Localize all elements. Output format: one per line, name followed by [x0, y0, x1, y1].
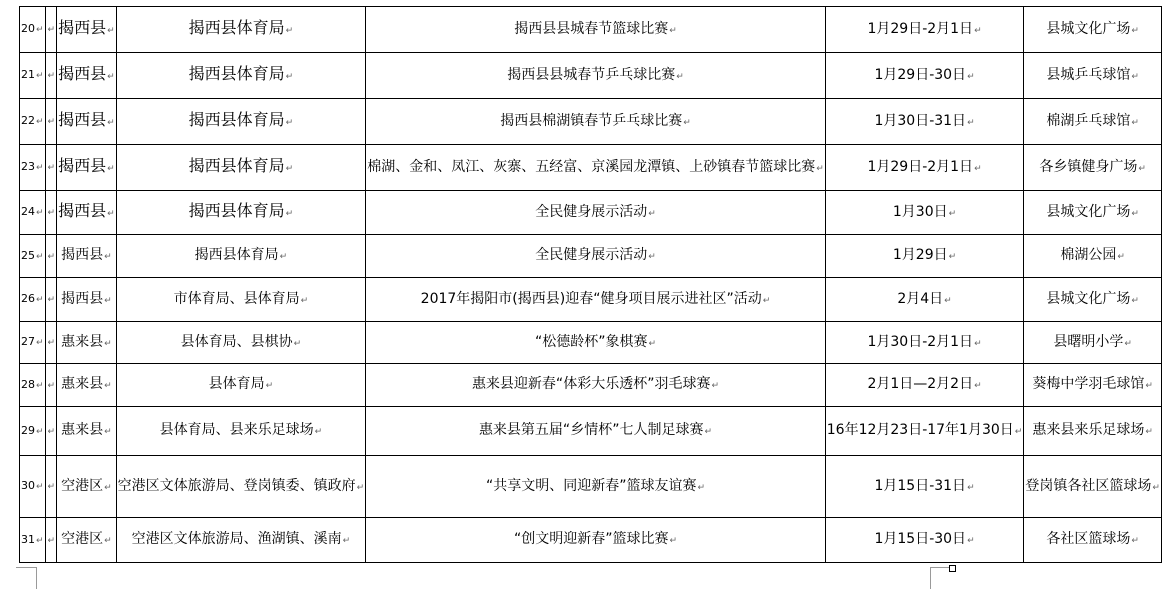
event-cell	[366, 322, 826, 364]
paragraph-mark-icon: ↵	[47, 535, 56, 546]
row-number-cell-text: 26	[21, 292, 35, 305]
venue-cell-text: 惠来县来乐足球场	[1032, 422, 1145, 438]
paragraph-mark-icon: ↵	[285, 209, 294, 219]
row-number-cell-text: 23	[21, 160, 35, 173]
table-resize-handle[interactable]	[949, 565, 956, 572]
paragraph-mark-icon: ↵	[107, 26, 115, 36]
paragraph-mark-icon: ↵	[107, 118, 115, 128]
table-row	[20, 456, 1162, 518]
date-cell	[825, 191, 1024, 235]
paragraph-mark-icon: ↵	[974, 163, 982, 174]
organizer-cell	[116, 278, 366, 322]
venue-cell	[1024, 278, 1162, 322]
paragraph-mark-icon: ↵	[697, 482, 705, 493]
table-row	[20, 407, 1162, 456]
row-number-cell	[20, 145, 46, 191]
table-row	[20, 235, 1162, 278]
blank-cell	[45, 407, 57, 456]
county-cell	[57, 322, 117, 364]
paragraph-mark-icon: ↵	[1145, 381, 1153, 391]
event-cell	[366, 99, 826, 145]
date-cell	[825, 235, 1024, 278]
page-corner-mark	[930, 567, 931, 589]
paragraph-mark-icon: ↵	[342, 536, 351, 546]
venue-cell-text: 县城文化广场	[1046, 290, 1131, 307]
organizer-cell	[116, 145, 366, 191]
paragraph-mark-icon: ↵	[36, 482, 44, 492]
venue-cell-text: 葵梅中学羽毛球馆	[1032, 376, 1145, 392]
venue-cell-text: 各乡镇健身广场	[1039, 158, 1138, 175]
row-number-cell	[20, 7, 46, 53]
event-cell-text: 揭西县县城春节篮球比赛	[514, 20, 669, 37]
row-number-cell	[20, 53, 46, 99]
blank-cell	[45, 456, 57, 518]
paragraph-mark-icon: ↵	[676, 71, 684, 82]
event-cell	[366, 145, 826, 191]
paragraph-mark-icon: ↵	[104, 536, 112, 546]
paragraph-mark-icon: ↵	[104, 482, 112, 493]
paragraph-mark-icon: ↵	[948, 208, 957, 219]
paragraph-mark-icon: ↵	[1124, 338, 1132, 349]
page-corner-mark	[16, 567, 36, 568]
venue-cell	[1024, 407, 1162, 456]
paragraph-mark-icon: ↵	[1014, 427, 1023, 437]
event-cell	[366, 456, 826, 518]
paragraph-mark-icon: ↵	[285, 118, 294, 128]
row-number-cell	[20, 278, 46, 322]
paragraph-mark-icon: ↵	[285, 72, 294, 82]
paragraph-mark-icon: ↵	[47, 25, 56, 35]
paragraph-mark-icon: ↵	[1131, 117, 1139, 128]
paragraph-mark-icon: ↵	[36, 25, 44, 35]
page-corner-mark	[931, 567, 951, 568]
date-cell-text: 1月15日-31日	[874, 477, 967, 494]
paragraph-mark-icon: ↵	[107, 209, 115, 219]
row-number-cell-text: 27	[21, 335, 35, 348]
paragraph-mark-icon: ↵	[1131, 71, 1139, 82]
row-number-cell	[20, 99, 46, 145]
paragraph-mark-icon: ↵	[683, 117, 691, 128]
event-cell-text: 全民健身展示活动	[535, 203, 648, 220]
county-cell-text: 空港区	[61, 477, 104, 494]
paragraph-mark-icon: ↵	[47, 117, 56, 127]
date-cell-text: 2月1日—2月2日	[867, 376, 974, 392]
schedule-table-body	[20, 7, 1162, 563]
county-cell	[57, 407, 117, 456]
paragraph-mark-icon: ↵	[762, 295, 771, 306]
event-cell	[366, 364, 826, 407]
venue-cell	[1024, 322, 1162, 364]
organizer-cell-text: 揭西县体育局	[188, 18, 285, 37]
page-corner-mark	[36, 567, 37, 589]
paragraph-mark-icon: ↵	[36, 338, 44, 348]
table-row	[20, 145, 1162, 191]
event-cell-text: 惠来县迎新春“体彩大乐透杯”羽毛球赛	[471, 376, 711, 392]
paragraph-mark-icon: ↵	[948, 252, 957, 262]
county-cell-text: 揭西县	[58, 64, 107, 83]
organizer-cell-text: 揭西县体育局	[194, 247, 279, 263]
county-cell	[57, 99, 117, 145]
event-cell	[366, 278, 826, 322]
paragraph-mark-icon: ↵	[816, 163, 824, 174]
table-row	[20, 99, 1162, 145]
paragraph-mark-icon: ↵	[648, 252, 656, 262]
paragraph-mark-icon: ↵	[285, 26, 294, 36]
organizer-cell	[116, 99, 366, 145]
event-cell-text: 惠来县第五届“乡情杯”七人制足球赛	[478, 422, 704, 438]
county-cell-text: 揭西县	[58, 110, 107, 129]
county-cell-text: 揭西县	[61, 290, 104, 307]
paragraph-mark-icon: ↵	[967, 117, 975, 128]
paragraph-mark-icon: ↵	[36, 117, 44, 127]
organizer-cell-text: 县体育局、县棋协	[180, 333, 293, 350]
event-cell	[366, 53, 826, 99]
row-number-cell	[20, 191, 46, 235]
paragraph-mark-icon: ↵	[293, 338, 302, 349]
row-number-cell	[20, 456, 46, 518]
date-cell	[825, 99, 1024, 145]
county-cell-text: 惠来县	[61, 422, 104, 438]
date-cell	[825, 518, 1024, 563]
date-cell	[825, 456, 1024, 518]
paragraph-mark-icon: ↵	[967, 482, 975, 493]
paragraph-mark-icon: ↵	[944, 295, 952, 306]
blank-cell	[45, 364, 57, 407]
paragraph-mark-icon: ↵	[265, 381, 274, 391]
row-number-cell	[20, 364, 46, 407]
date-cell	[825, 407, 1024, 456]
paragraph-mark-icon: ↵	[47, 251, 56, 262]
date-cell	[825, 322, 1024, 364]
table-row	[20, 7, 1162, 53]
county-cell-text: 揭西县	[58, 201, 107, 220]
event-cell	[366, 407, 826, 456]
event-cell	[366, 7, 826, 53]
event-cell	[366, 191, 826, 235]
date-cell-text: 2月4日	[897, 290, 944, 307]
date-cell-text: 1月30日-2月1日	[867, 333, 974, 350]
paragraph-mark-icon: ↵	[47, 338, 56, 348]
event-cell-text: 揭西县棉湖镇春节乒乓球比赛	[500, 112, 683, 129]
date-cell-text: 1月29日-2月1日	[867, 158, 974, 175]
row-number-cell-text: 22	[21, 114, 35, 127]
venue-cell-text: 县城文化广场	[1046, 203, 1131, 220]
row-number-cell-text: 21	[21, 68, 35, 81]
event-cell-text: “松德龄杯”象棋赛	[534, 333, 648, 350]
table-row	[20, 53, 1162, 99]
county-cell	[57, 191, 117, 235]
county-cell-text: 惠来县	[61, 333, 104, 350]
blank-cell	[45, 322, 57, 364]
paragraph-mark-icon: ↵	[1131, 208, 1139, 219]
organizer-cell-text: 揭西县体育局	[188, 201, 285, 220]
county-cell-text: 空港区	[61, 531, 104, 547]
event-cell-text: 棉湖、金和、凤江、灰寨、五经富、京溪园龙潭镇、上砂镇春节篮球比赛	[367, 158, 816, 175]
row-number-cell-text: 20	[21, 22, 35, 35]
county-cell	[57, 364, 117, 407]
paragraph-mark-icon: ↵	[36, 535, 44, 546]
organizer-cell	[116, 456, 366, 518]
county-cell	[57, 53, 117, 99]
paragraph-mark-icon: ↵	[47, 426, 56, 437]
table-row	[20, 364, 1162, 407]
date-cell-text: 1月30日-31日	[874, 112, 967, 129]
row-number-cell-text: 29	[21, 423, 35, 437]
table-row	[20, 518, 1162, 563]
paragraph-mark-icon: ↵	[648, 208, 656, 219]
venue-cell-text: 棉湖乒乓球馆	[1046, 112, 1131, 129]
county-cell	[57, 518, 117, 563]
organizer-cell-text: 揭西县体育局	[188, 156, 285, 175]
paragraph-mark-icon: ↵	[36, 251, 44, 262]
county-cell	[57, 7, 117, 53]
county-cell-text: 揭西县	[58, 18, 107, 37]
organizer-cell	[116, 322, 366, 364]
venue-cell	[1024, 53, 1162, 99]
paragraph-mark-icon: ↵	[104, 295, 112, 306]
organizer-cell	[116, 364, 366, 407]
paragraph-mark-icon: ↵	[314, 427, 323, 437]
venue-cell-text: 县城乒乓球馆	[1046, 66, 1131, 83]
row-number-cell-text: 25	[21, 248, 35, 262]
row-number-cell-text: 30	[21, 479, 35, 492]
date-cell-text: 1月15日-30日	[874, 531, 967, 547]
paragraph-mark-icon: ↵	[300, 295, 309, 306]
paragraph-mark-icon: ↵	[107, 164, 115, 174]
event-cell-text: 2017年揭阳市(揭西县)迎春“健身项目展示进社区”活动	[420, 290, 762, 307]
organizer-cell-text: 空港区文体旅游局、登岗镇委、镇政府	[117, 477, 356, 494]
county-cell-text: 揭西县	[61, 247, 104, 263]
venue-cell-text: 县城文化广场	[1046, 20, 1131, 37]
paragraph-mark-icon: ↵	[1117, 252, 1125, 262]
organizer-cell	[116, 191, 366, 235]
organizer-cell-text: 县体育局	[208, 376, 265, 392]
paragraph-mark-icon: ↵	[1131, 295, 1139, 306]
venue-cell-text: 棉湖公园	[1060, 247, 1117, 263]
blank-cell	[45, 518, 57, 563]
paragraph-mark-icon: ↵	[104, 252, 112, 262]
organizer-cell	[116, 518, 366, 563]
paragraph-mark-icon: ↵	[1145, 427, 1153, 437]
paragraph-mark-icon: ↵	[36, 208, 44, 218]
organizer-cell	[116, 407, 366, 456]
paragraph-mark-icon: ↵	[47, 482, 56, 492]
date-cell	[825, 53, 1024, 99]
blank-cell	[45, 99, 57, 145]
county-cell	[57, 145, 117, 191]
paragraph-mark-icon: ↵	[1131, 25, 1139, 36]
paragraph-mark-icon: ↵	[36, 71, 44, 81]
paragraph-mark-icon: ↵	[967, 536, 975, 546]
paragraph-mark-icon: ↵	[36, 295, 44, 305]
row-number-cell	[20, 407, 46, 456]
blank-cell	[45, 53, 57, 99]
paragraph-mark-icon: ↵	[669, 536, 677, 546]
row-number-cell	[20, 235, 46, 278]
date-cell-text: 1月29日-30日	[874, 66, 967, 83]
event-cell-text: 全民健身展示活动	[535, 247, 648, 263]
date-cell	[825, 145, 1024, 191]
venue-cell	[1024, 145, 1162, 191]
county-cell	[57, 235, 117, 278]
paragraph-mark-icon: ↵	[1138, 163, 1146, 174]
table-row	[20, 278, 1162, 322]
organizer-cell-text: 揭西县体育局	[188, 64, 285, 83]
paragraph-mark-icon: ↵	[36, 163, 44, 173]
row-number-cell-text: 28	[21, 377, 35, 391]
date-cell	[825, 364, 1024, 407]
venue-cell	[1024, 518, 1162, 563]
venue-cell	[1024, 235, 1162, 278]
blank-cell	[45, 145, 57, 191]
paragraph-mark-icon: ↵	[285, 164, 294, 174]
paragraph-mark-icon: ↵	[648, 338, 656, 349]
organizer-cell	[116, 53, 366, 99]
paragraph-mark-icon: ↵	[974, 338, 982, 349]
paragraph-mark-icon: ↵	[47, 208, 56, 218]
venue-cell	[1024, 456, 1162, 518]
paragraph-mark-icon: ↵	[974, 25, 982, 36]
row-number-cell-text: 24	[21, 205, 35, 218]
organizer-cell-text: 市体育局、县体育局	[173, 290, 300, 307]
paragraph-mark-icon: ↵	[279, 252, 288, 262]
date-cell-text: 1月30日	[892, 203, 948, 220]
date-cell	[825, 278, 1024, 322]
date-cell-text: 1月29日-2月1日	[867, 20, 974, 37]
paragraph-mark-icon: ↵	[104, 427, 112, 437]
paragraph-mark-icon: ↵	[356, 482, 365, 493]
paragraph-mark-icon: ↵	[36, 380, 44, 391]
paragraph-mark-icon: ↵	[107, 72, 115, 82]
venue-cell-text: 登岗镇各社区篮球场	[1025, 477, 1152, 494]
paragraph-mark-icon: ↵	[669, 25, 677, 36]
paragraph-mark-icon: ↵	[104, 381, 112, 391]
date-cell-text: 1月29日	[892, 247, 948, 263]
venue-cell	[1024, 364, 1162, 407]
paragraph-mark-icon: ↵	[104, 338, 112, 349]
event-cell	[366, 235, 826, 278]
organizer-cell-text: 空港区文体旅游局、渔湖镇、溪南	[131, 531, 342, 547]
venue-cell-text: 各社区篮球场	[1046, 531, 1131, 547]
event-cell-text: “创文明迎新春”篮球比赛	[513, 531, 669, 547]
paragraph-mark-icon: ↵	[47, 380, 56, 391]
organizer-cell-text: 揭西县体育局	[188, 110, 285, 129]
paragraph-mark-icon: ↵	[47, 295, 56, 305]
county-cell-text: 揭西县	[58, 156, 107, 175]
paragraph-mark-icon: ↵	[967, 71, 975, 82]
paragraph-mark-icon: ↵	[36, 426, 44, 437]
event-cell-text: “共享文明、同迎新春”篮球友谊赛	[485, 477, 697, 494]
organizer-cell	[116, 235, 366, 278]
paragraph-mark-icon: ↵	[1131, 536, 1139, 546]
organizer-cell-text: 县体育局、县来乐足球场	[159, 422, 314, 438]
event-cell-text: 揭西县县城春节乒乓球比赛	[507, 66, 676, 83]
blank-cell	[45, 235, 57, 278]
county-cell-text: 惠来县	[61, 376, 104, 392]
venue-cell	[1024, 7, 1162, 53]
row-number-cell-text: 31	[21, 532, 35, 546]
blank-cell	[45, 191, 57, 235]
paragraph-mark-icon: ↵	[47, 71, 56, 81]
row-number-cell	[20, 518, 46, 563]
paragraph-mark-icon: ↵	[974, 381, 982, 391]
date-cell	[825, 7, 1024, 53]
blank-cell	[45, 7, 57, 53]
venue-cell	[1024, 99, 1162, 145]
event-cell	[366, 518, 826, 563]
venue-cell-text: 县曙明小学	[1053, 333, 1124, 350]
paragraph-mark-icon: ↵	[711, 381, 719, 391]
row-number-cell	[20, 322, 46, 364]
table-row	[20, 191, 1162, 235]
schedule-table	[19, 6, 1162, 563]
paragraph-mark-icon: ↵	[47, 163, 56, 173]
blank-cell	[45, 278, 57, 322]
date-cell-text: 16年12月23日-17年1月30日	[826, 422, 1014, 438]
paragraph-mark-icon: ↵	[704, 427, 712, 437]
county-cell	[57, 456, 117, 518]
table-row	[20, 322, 1162, 364]
venue-cell	[1024, 191, 1162, 235]
organizer-cell	[116, 7, 366, 53]
county-cell	[57, 278, 117, 322]
paragraph-mark-icon: ↵	[1152, 482, 1160, 493]
